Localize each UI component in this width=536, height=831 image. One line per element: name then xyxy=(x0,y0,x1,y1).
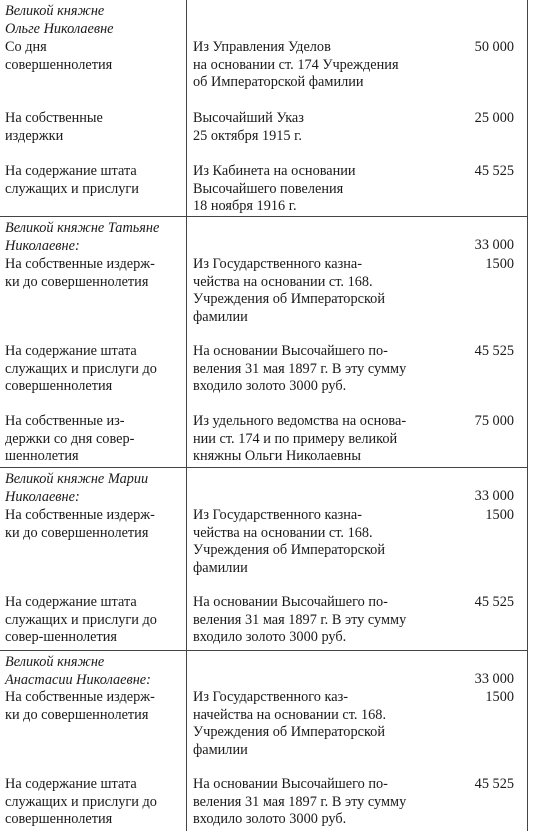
row-purpose: На собственные издерж- ки до совершеннолетия xyxy=(5,507,155,541)
row-purpose: На собственные издерж- ки до совершеннолетия xyxy=(5,689,155,723)
row-amount: 1500 xyxy=(485,689,514,705)
row-source: Из Государственного каз- начейства на основании ст. 168. Учреждения об Императорской фамилии xyxy=(193,689,387,758)
row-source: Из Кабинета на основании Высочайшего повеления 18 ноября 1916 г. xyxy=(193,163,356,214)
section-heading: Великой княжне Татьяне Николаевне: xyxy=(5,220,160,254)
row-purpose: На содержание штата служащих и прислуги до совер-шеннолетия xyxy=(5,594,157,645)
column-divider-1 xyxy=(186,0,187,831)
section-heading: Великой княжне Ольге Николаевне xyxy=(5,3,114,37)
row-source: Из Государственного казна- чейства на основании ст. 168. Учреждения об Императорской фамилии xyxy=(193,507,385,576)
row-purpose: На собственные издерж- ки до совершеннолетия xyxy=(5,256,155,290)
heading-amount: 33 000 xyxy=(474,671,514,687)
row-purpose: На собственные издержки xyxy=(5,110,103,144)
row-source: Из удельного ведомства на основа- нии ст. 174 и по примеру великой княжны Ольги Николаевны xyxy=(193,413,407,464)
row-source: Из Государственного казна- чейства на основании ст. 168. Учреждения об Императорской фамилии xyxy=(193,256,385,325)
row-amount: 45 525 xyxy=(474,776,514,792)
row-amount: 45 525 xyxy=(474,163,514,179)
row-amount: 45 525 xyxy=(474,343,514,359)
row-purpose: Со дня совершеннолетия xyxy=(5,39,113,73)
heading-amount: 33 000 xyxy=(474,237,514,253)
row-source: На основании Высочайшего по- веления 31 мая 1897 г. В эту сумму входило золото 3000 руб. xyxy=(193,594,407,645)
row-amount: 1500 xyxy=(485,256,514,272)
row-amount: 1500 xyxy=(485,507,514,523)
row-amount: 50 000 xyxy=(474,39,514,55)
section-heading: Великой княжне Анастасии Николаевне: xyxy=(5,654,151,688)
row-purpose: На собственные из- держки со дня совер- шеннолетия xyxy=(5,413,135,464)
row-purpose: На содержание штата служащих и прислуги xyxy=(5,163,139,197)
section-heading: Великой княжне Марии Николаевне: xyxy=(5,471,149,505)
row-amount: 75 000 xyxy=(474,413,514,429)
row-amount: 45 525 xyxy=(474,594,514,610)
column-divider-2 xyxy=(527,0,528,831)
row-source: Высочайший Указ 25 октября 1915 г. xyxy=(193,110,304,144)
section-divider xyxy=(0,650,528,651)
heading-amount: 33 000 xyxy=(474,488,514,504)
row-amount: 25 000 xyxy=(474,110,514,126)
row-purpose: На содержание штата служащих и прислуги до совершеннолетия xyxy=(5,776,157,827)
section-divider xyxy=(0,467,528,468)
row-source: На основании Высочайшего по- веления 31 мая 1897 г. В эту сумму входило золото 3000 руб. xyxy=(193,343,407,394)
row-source: Из Управления Уделов на основании ст. 174 Учреждения об Императорской фамилии xyxy=(193,39,399,90)
row-purpose: На содержание штата служащих и прислуги до совершеннолетия xyxy=(5,343,157,394)
row-source: На основании Высочайшего по- веления 31 мая 1897 г. В эту сумму входило золото 3000 руб. xyxy=(193,776,407,827)
section-divider xyxy=(0,216,528,217)
